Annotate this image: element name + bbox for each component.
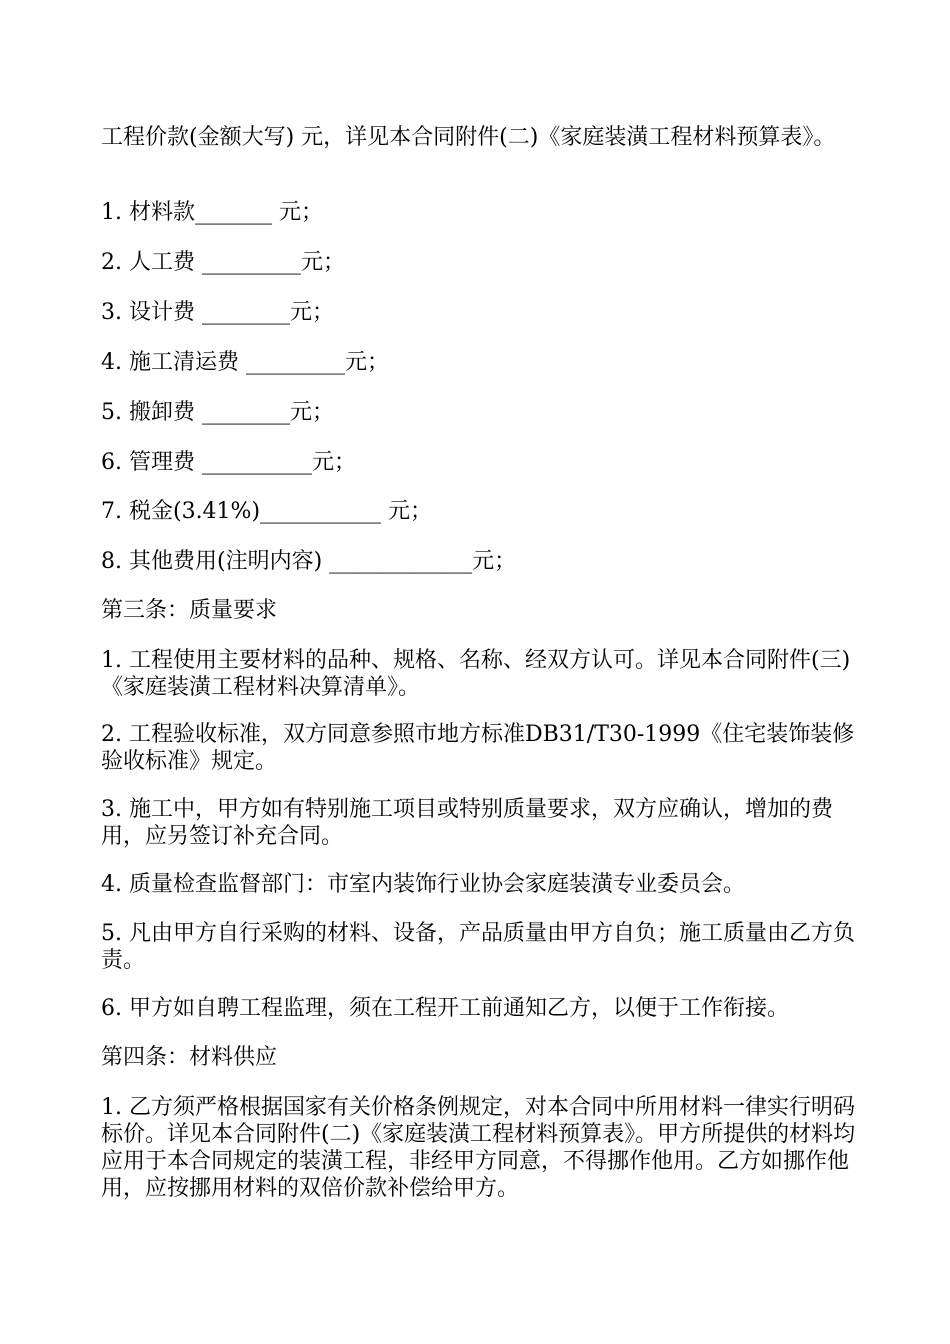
item-management-fee: 6. 管理费 __________元； bbox=[101, 450, 356, 475]
quality-clause-6: 6. 甲方如自聘工程监理，须在工程开工前通知乙方，以便于工作衔接。 bbox=[101, 996, 789, 1021]
quality-clause-4: 4. 质量检查监督部门：市室内装饰行业协会家庭装潢专业委员会。 bbox=[101, 872, 745, 897]
item-tax: 7. 税金(3.41%)___________ 元； bbox=[101, 499, 433, 524]
quality-clause-2: 2. 工程验收标准，双方同意参照市地方标准DB31/T30-1999《住宅装饰装修验收标准》规定。 bbox=[101, 722, 855, 774]
section-heading-quality: 第三条：质量要求 bbox=[101, 598, 278, 623]
materials-clause-1: 1. 乙方须严格根据国家有关价格条例规定，对本合同中所用材料一律实行明码标价。详见本合同附件(二)《家庭装潢工程材料预算表》。甲方所提供的材料均应用于本合同规定的装潢工程，非经甲方同意，不得挪作他用。乙方如挪作他用，应按挪用材料的双倍价款补偿给甲方。 bbox=[101, 1095, 856, 1201]
quality-clause-1: 1. 工程使用主要材料的品种、规格、名称、经双方认可。详见本合同附件(三)《家庭装潢工程材料决算清单》。 bbox=[101, 648, 851, 700]
item-cleanup-fee: 4. 施工清运费 _________元； bbox=[101, 350, 389, 375]
item-material-fee: 1. 材料款_______ 元； bbox=[101, 200, 323, 225]
section-heading-materials: 第四条：材料供应 bbox=[101, 1045, 278, 1070]
price-paragraph: 工程价款(金额大写) 元，详见本合同附件(二)《家庭装潢工程材料预算表》。 bbox=[101, 125, 836, 150]
item-labor-fee: 2. 人工费 _________元； bbox=[101, 250, 345, 275]
item-handling-fee: 5. 搬卸费 ________元； bbox=[101, 400, 334, 425]
quality-clause-3: 3. 施工中，甲方如有特别施工项目或特别质量要求，双方应确认，增加的费用，应另签订补充合同。 bbox=[101, 797, 833, 849]
item-design-fee: 3. 设计费 ________元； bbox=[101, 300, 334, 325]
item-other-fees: 8. 其他费用(注明内容) _____________元； bbox=[101, 549, 517, 574]
quality-clause-5: 5. 凡由甲方自行采购的材料、设备，产品质量由甲方自负；施工质量由乙方负责。 bbox=[101, 921, 855, 973]
